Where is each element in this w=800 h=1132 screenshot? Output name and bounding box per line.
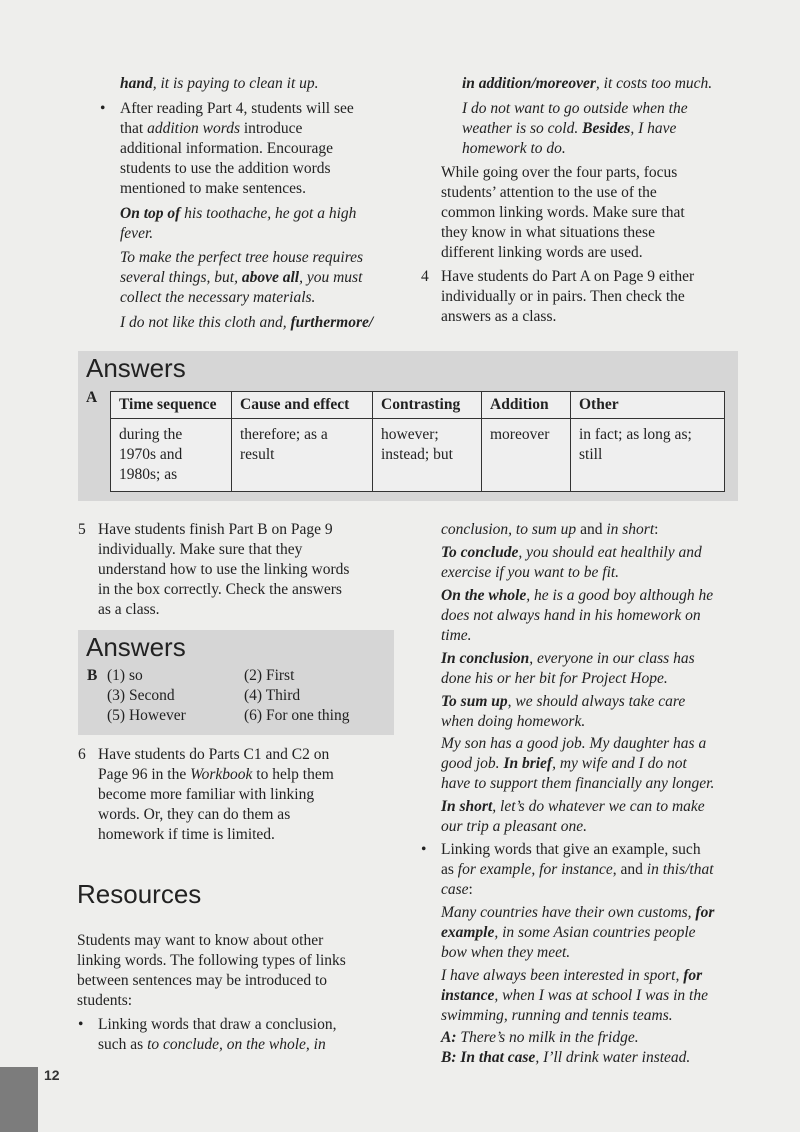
answer-item: (2) First <box>244 667 295 684</box>
example: I do not like this cloth and, furthermore/ <box>120 314 374 331</box>
answers-title: Answers <box>86 632 186 662</box>
example: On the whole, he is a good boy although he does not always hand in his homework on time. <box>441 587 714 644</box>
table-header-row <box>111 392 725 419</box>
example: Many countries have their own customs, for example, in some Asian countries people bow when they meet. <box>441 904 715 961</box>
left-top-block <box>100 74 420 333</box>
example: In short, let’s do whatever we can to make our trip a pleasant one. <box>441 798 705 835</box>
answer-item: (6) For one thing <box>244 707 350 724</box>
example: I have always been interested in sport, for instance, when I was at school I was in the swimming, running and tennis teams. <box>441 967 708 1024</box>
resources-paragraph: Students may want to know about other linking words. The following types of links between sentences may be introduced to students: <box>77 932 346 1009</box>
column-header: Other <box>571 392 725 419</box>
example: My son has a good job. My daughter has a good job. In brief, my wife and I do not have to support them financially any longer. <box>441 735 715 792</box>
example: I do not want to go outside when the weather is so cold. Besides, I have homework to do. <box>462 100 688 157</box>
table-cell: in fact; as long as; still <box>571 419 725 492</box>
resources-heading: Resources <box>77 879 202 909</box>
page-tab <box>0 1067 38 1132</box>
item-number: 5 <box>78 521 86 538</box>
example: In conclusion, everyone in our class has done his or her bit for Project Hope. <box>441 650 695 687</box>
table-cell: therefore; as a result <box>232 419 373 492</box>
example: To sum up, we should always take care when doing homework. <box>441 693 686 730</box>
answers-label: A <box>86 389 98 406</box>
column-header: Addition <box>482 392 571 419</box>
text-line: in addition/moreover, it costs too much. <box>462 75 713 92</box>
answers-a-box <box>78 351 738 501</box>
example: To make the perfect tree house requires several things, but, above all, you must collect the necessary materials. <box>120 249 364 306</box>
example: A: There’s no milk in the fridge. B: In that case, I’ll drink water instead. <box>441 1029 691 1066</box>
bullet-item: • After reading Part 4, students will see that addition words introduce additional information. Encourage students to use the addition words mentioned to make sentences. <box>100 100 354 197</box>
table-row <box>111 419 725 492</box>
table-cell: however; instead; but <box>373 419 482 492</box>
answers-title: Answers <box>86 353 186 383</box>
column-header: Contrasting <box>373 392 482 419</box>
answer-item: (1) so <box>107 667 143 684</box>
item-number: 4 <box>421 268 429 285</box>
paragraph: While going over the four parts, focus students’ attention to the use of the common linking words. Make sure that they know in what situations these different linking words are used. <box>441 164 685 261</box>
answer-item: (3) Second <box>107 687 175 704</box>
answers-table <box>110 391 725 492</box>
column-header: Time sequence <box>111 392 232 419</box>
numbered-item: 6 Have students do Parts C1 and C2 on Page 96 in the Workbook to help them become more familiar with linking words. Or, they can do them as homework if time is limited. <box>78 746 334 843</box>
page-number: 12 <box>44 1067 60 1083</box>
example: To conclude, you should eat healthily and exercise if you want to be fit. <box>441 544 702 581</box>
answer-item: (4) Third <box>244 687 301 704</box>
answer-item: (5) However <box>107 707 186 724</box>
column-header: Cause and effect <box>232 392 373 419</box>
bullet-item: • Linking words that give an example, such as for example, for instance, and in this/that case: <box>421 841 714 898</box>
numbered-item: 5 Have students finish Part B on Page 9 individually. Make sure that they understand how to use the linking words in the box correctly. Check the answers as a class. <box>78 521 350 618</box>
table-cell: moreover <box>482 419 571 492</box>
bullet-icon: • <box>78 1016 84 1033</box>
text-line: hand, it is paying to clean it up. <box>120 75 319 92</box>
numbered-item: 4 Have students do Part A on Page 9 either individually or in pairs. Then check the answers as a class. <box>421 268 695 325</box>
answers-b-box <box>78 630 394 735</box>
table-cell: during the 1970s and 1980s; as <box>111 419 232 492</box>
bullet-icon: • <box>421 841 427 858</box>
bullet-icon: • <box>100 100 106 117</box>
right-bottom-block: conclusion, to sum up and in short: To conclude, you should eat healthily and exercise if you want to be fit. On the whole, he is a good boy although he does not always hand in his homework on time. In conclusion, everyone in our class has done his or her bit for Project Hope. To sum up, we should always take care when doing homework. My son has a good job. My daughter has a good job. In brief, my wife and I do not have to support them financially any longer. In short, let’s do whatever we can to make our trip a pleasant one. • Linking words that give an example, such as for example, for instance, and in this/that case: Many countries have their own customs, for example, in some Asian countries people bow when they meet. I have always been interested in sport, for instance, when I was at school I was in the swimming, running and tennis teams. A: There’s no milk in the fridge. B: In that case, I’ll drink water instead. <box>441 520 761 1068</box>
right-top-block <box>421 74 761 327</box>
item-number: 6 <box>78 746 86 763</box>
bullet-item: • Linking words that draw a conclusion, such as to conclude, on the whole, in <box>78 1016 337 1053</box>
example: On top of his toothache, he got a high fever. <box>120 205 357 242</box>
answers-label: B <box>87 667 98 684</box>
